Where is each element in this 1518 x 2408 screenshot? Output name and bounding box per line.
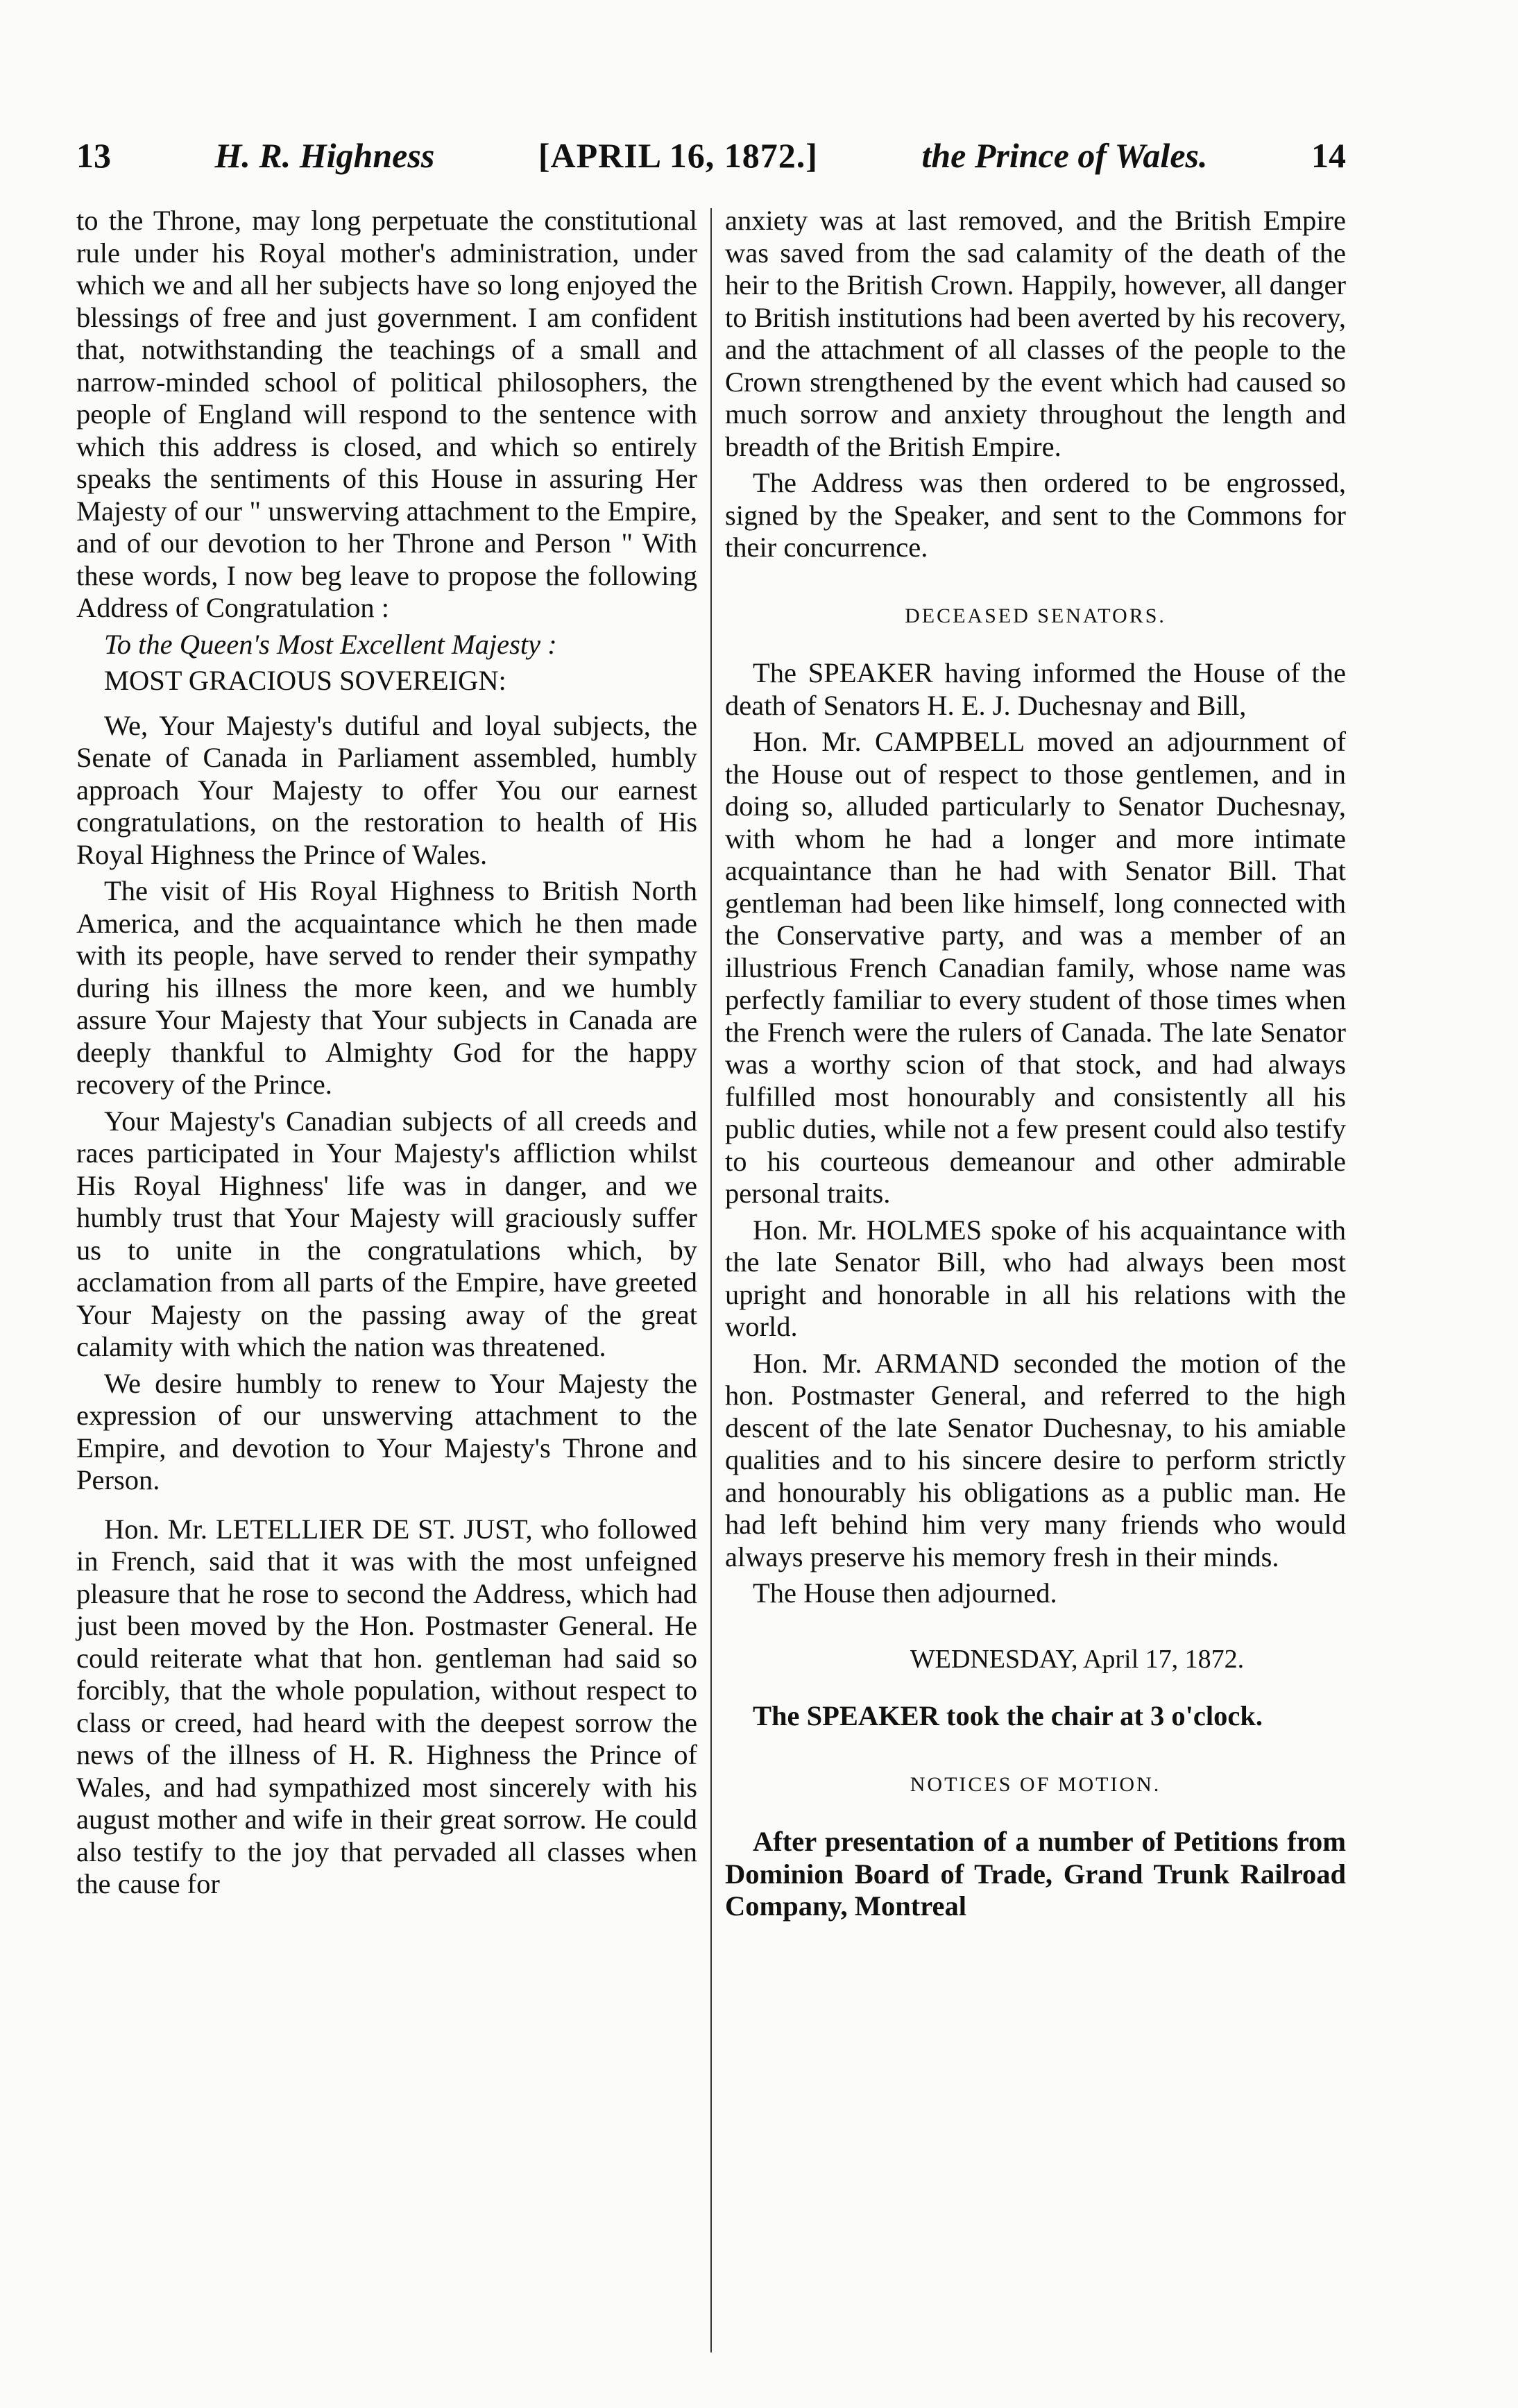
paragraph: After presentation of a number of Petitions from Dominion Board of Trade, Grand Trunk Railroad Company, Montreal [725, 1826, 1346, 1922]
paragraph: to the Throne, may long perpetuate the constitutional rule under his Royal mother's administration, under which we and all her subjects have so long enjoyed the blessings of free and just government. I am confident that, notwithstanding the teachings of a small and narrow-minded school of political philosophers, the people of England will respond to the sentence with which this address is closed, and which so entirely speaks the sentiments of this House in assuring Her Majesty of our " unswerving attachment to the Empire, and of our devotion to her Throne and Person " With these words, I now beg leave to propose the following Address of Congratulation : [76, 205, 697, 623]
date-heading: WEDNESDAY, April 17, 1872. [910, 1644, 1245, 1674]
address-recipient: To the Queen's Most Excellent Majesty : [104, 628, 557, 660]
right-running-title: the Prince of Wales. [921, 136, 1208, 175]
paragraph: Hon. Mr. HOLMES spoke of his acquaintance with the late Senator Bill, who had always been most upright and honorable in all his relations with the world. [725, 1214, 1346, 1342]
paragraph: Hon. Mr. LETELLIER DE ST. JUST, who followed in French, said that it was with the most unfeigned pleasure that he rose to second the Address, which had just been moved by the Hon. Postmaster General. He could reiterate what that hon. gentleman had said so forcibly, that the whole population, without respect to class or creed, had heard with the deepest sorrow the news of the illness of H. R. Highness the Prince of Wales, and had sympathized most sincerely with his august mother and wife in their great sorrow. He could also testify to the joy that pervaded all classes when the cause for [76, 1513, 697, 1899]
text-columns [76, 205, 1346, 2356]
column-divider [710, 208, 712, 2352]
paragraph: Hon. Mr. ARMAND seconded the motion of the hon. Postmaster General, and referred to the high descent of the late Senator Duchesnay, to his amiable qualities and to his sincere desire to perform strictly and honourably his obligations as a public man. He had left behind him very many friends who would always preserve his memory fresh in their minds. [725, 1347, 1346, 1572]
section-heading: NOTICES OF MOTION. [910, 1772, 1161, 1796]
salutation: MOST GRACIOUS SOVEREIGN: [104, 665, 506, 696]
left-column [76, 205, 697, 2356]
paragraph: The Address was then ordered to be engrossed, signed by the Speaker, and sent to the Commons for their concurrence. [725, 467, 1346, 563]
paragraph: The SPEAKER having informed the House of the death of Senators H. E. J. Duchesnay and Bill, [725, 657, 1346, 721]
section-heading: DECEASED SENATORS. [905, 604, 1166, 627]
page-header [76, 135, 1346, 191]
paragraph: The visit of His Royal Highness to British North America, and the acquaintance which he then made with its people, have served to render their sympathy during his illness the more keen, and we humbly assure Your Majesty that Your subjects in Canada are deeply thankful to Almighty God for the happy recovery of the Prince. [76, 875, 697, 1100]
paragraph: We, Your Majesty's dutiful and loyal subjects, the Senate of Canada in Parliament assembled, humbly approach Your Majesty to offer You our earnest congratulations, on the restoration to health of His Royal Highness the Prince of Wales. [76, 709, 697, 870]
right-column [725, 205, 1346, 2356]
paragraph: The SPEAKER took the chair at 3 o'clock. [753, 1700, 1263, 1731]
left-running-title: H. R. Highness [214, 136, 435, 175]
paragraph: The House then adjourned. [753, 1577, 1057, 1609]
left-page-number: 13 [76, 136, 111, 175]
header-date: [APRIL 16, 1872.] [538, 136, 818, 175]
paragraph: We desire humbly to renew to Your Majesty the expression of our unswerving attachment to the Empire, and devotion to Your Majesty's Throne and Person. [76, 1367, 697, 1495]
paragraph: Your Majesty's Canadian subjects of all creeds and races participated in Your Majesty's affliction whilst His Royal Highness' life was in danger, and we humbly trust that Your Majesty will graciously suffer us to unite in the congratulations which, by acclamation from all parts of the Empire, have greeted Your Majesty on the passing away of the great calamity with which the nation was threatened. [76, 1105, 697, 1362]
paragraph: Hon. Mr. CAMPBELL moved an adjournment of the House out of respect to those gentlemen, and in doing so, alluded particularly to Senator Duchesnay, with whom he had a longer and more intimate acquaintance than he had with Senator Bill. That gentleman had been like himself, long connected with the Conservative party, and was a member of an illustrious French Canadian family, whose name was perfectly familiar to every student of those times when the French were the rulers of Canada. The late Senator was a worthy scion of that stock, and had always fulfilled most honourably and consistently all his public duties, while not a few present could also testify to his courteous demeanour and other admirable personal traits. [725, 726, 1346, 1209]
paragraph: anxiety was at last removed, and the British Empire was saved from the sad calamity of the death of the heir to the British Crown. Happily, however, all danger to British institutions had been averted by his recovery, and the attachment of all classes of the people to the Crown strengthened by the event which had caused so much sorrow and anxiety throughout the length and breadth of the British Empire. [725, 205, 1346, 462]
right-page-number: 14 [1311, 136, 1346, 175]
document-page [76, 135, 1346, 2363]
